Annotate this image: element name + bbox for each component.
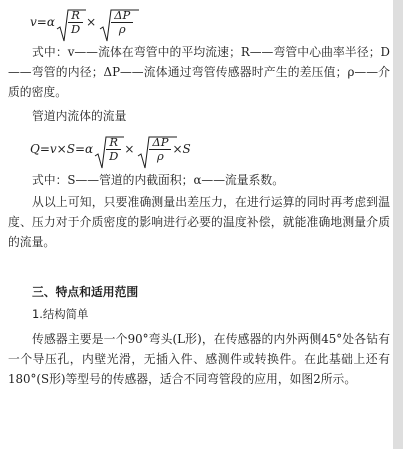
- fraction-denominator: D: [109, 148, 119, 163]
- fraction-numerator: R: [68, 9, 83, 23]
- velocity-formula: [30, 2, 133, 42]
- multiply-sign: ×: [86, 15, 97, 29]
- fraction-denominator: ρ: [157, 148, 164, 163]
- sqrt-term-r-over-d: [94, 136, 121, 163]
- conclusion-paragraph: 从以上可知，只要准确测量出差压力，在进行运算的同时再考虑到温度、压力对于介质密度的影响进行必要的温度补偿，就能准确地测量介质的流量。: [8, 195, 390, 249]
- section-heading: 三、特点和适用范围: [32, 285, 139, 299]
- fraction-numerator: R: [106, 136, 121, 150]
- radical-sign: [99, 7, 139, 47]
- formula-tail: ×S: [172, 142, 191, 156]
- multiply-sign: ×: [124, 142, 135, 156]
- sqrt-term-dp-over-rho: [137, 136, 171, 163]
- radical-sign: [56, 7, 86, 47]
- symbol-definitions-paragraph-1: 式中：v——流体在弯管中的平均流速；R——弯管中心曲率半径；D——弯管的内径；ΔP——流体通过弯管传感器时产生的差压值；ρ——介质的密度。: [8, 45, 390, 99]
- structure-paragraph: 传感器主要是一个90°弯头(L形)，在传感器的内外两侧45°处各钻有一个导压孔，内壁光滑，无插入件、感测件或转换件。在此基础上还有180°(S形)等型号的传感器，适合不同弯管段的应用，如图2所示。: [8, 332, 390, 386]
- radical-sign: [137, 134, 177, 174]
- formula-lhs: v=α: [30, 15, 55, 29]
- subsection-heading: 1.结构简单: [32, 307, 89, 321]
- sqrt-term-dp-over-rho: [99, 9, 133, 36]
- symbol-definitions-paragraph-2: 式中：S——管道的内截面积；α——流量系数。: [32, 173, 284, 187]
- fraction-numerator: ΔP: [149, 136, 171, 150]
- page-edge-strip: [393, 0, 403, 449]
- sqrt-term-r-over-d: [56, 9, 83, 36]
- radical-sign: [94, 134, 124, 174]
- flow-label: 管道内流体的流量: [32, 109, 127, 123]
- fraction-numerator: ΔP: [111, 9, 133, 23]
- fraction-denominator: D: [70, 21, 81, 36]
- fraction-denominator: ρ: [118, 21, 126, 36]
- flow-rate-formula: [30, 129, 191, 169]
- formula-lhs: Q=v×S=α: [30, 142, 94, 156]
